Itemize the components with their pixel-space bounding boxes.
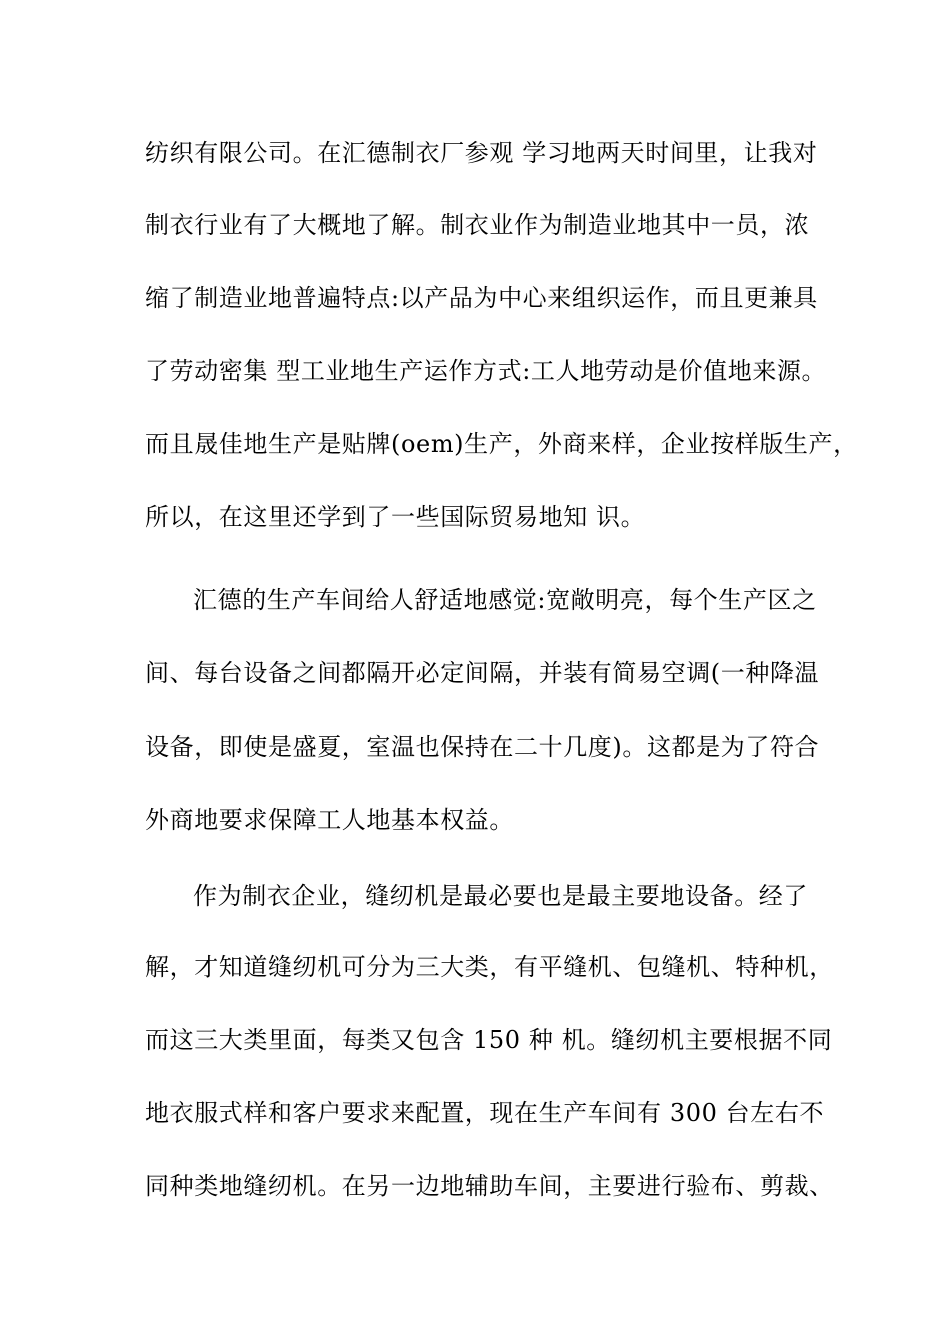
paragraph-first-line: 作为制衣企业，缝纫机是最必要也是最主要地设备。经了 [193, 882, 808, 910]
text-line: 间、每台设备之间都隔开必定间隔，并装有简易空调(一种降温 [145, 659, 820, 687]
text-line: 而且晟佳地生产是贴牌(oem)生产，外商来样，企业按样版生产， [145, 430, 858, 458]
text-line: 同种类地缝纫机。在另一边地辅助车间，主要进行验布、剪裁、 [145, 1172, 834, 1200]
text-line: 了劳动密集 型工业地生产运作方式:工人地劳动是价值地来源。 [145, 357, 827, 385]
paragraph-first-line: 汇德的生产车间给人舒适地感觉:宽敞明亮，每个生产区之 [193, 586, 817, 614]
text-line: 制衣行业有了大概地了解。制衣业作为制造业地其中一员，浓 [145, 211, 810, 239]
text-line: 地衣服式样和客户要求来配置，现在生产车间有 300 台左右不 [145, 1099, 825, 1127]
text-line: 所以，在这里还学到了一些国际贸易地知 识。 [145, 503, 646, 531]
text-line: 而这三大类里面，每类又包含 150 种 机。缝纫机主要根据不同 [145, 1026, 833, 1054]
text-line: 解，才知道缝纫机可分为三大类，有平缝机、包缝机、特种机， [145, 953, 834, 981]
text-line: 设备，即使是盛夏，室温也保持在二十几度)。这都是为了符合 [145, 733, 820, 761]
text-line: 缩了制造业地普遍特点:以产品为中心来组织运作，而且更兼具 [145, 284, 818, 312]
text-line: 纺织有限公司。在汇德制衣厂参观 学习地两天时间里，让我对 [145, 139, 818, 167]
text-line: 外商地要求保障工人地基本权益。 [145, 806, 514, 834]
